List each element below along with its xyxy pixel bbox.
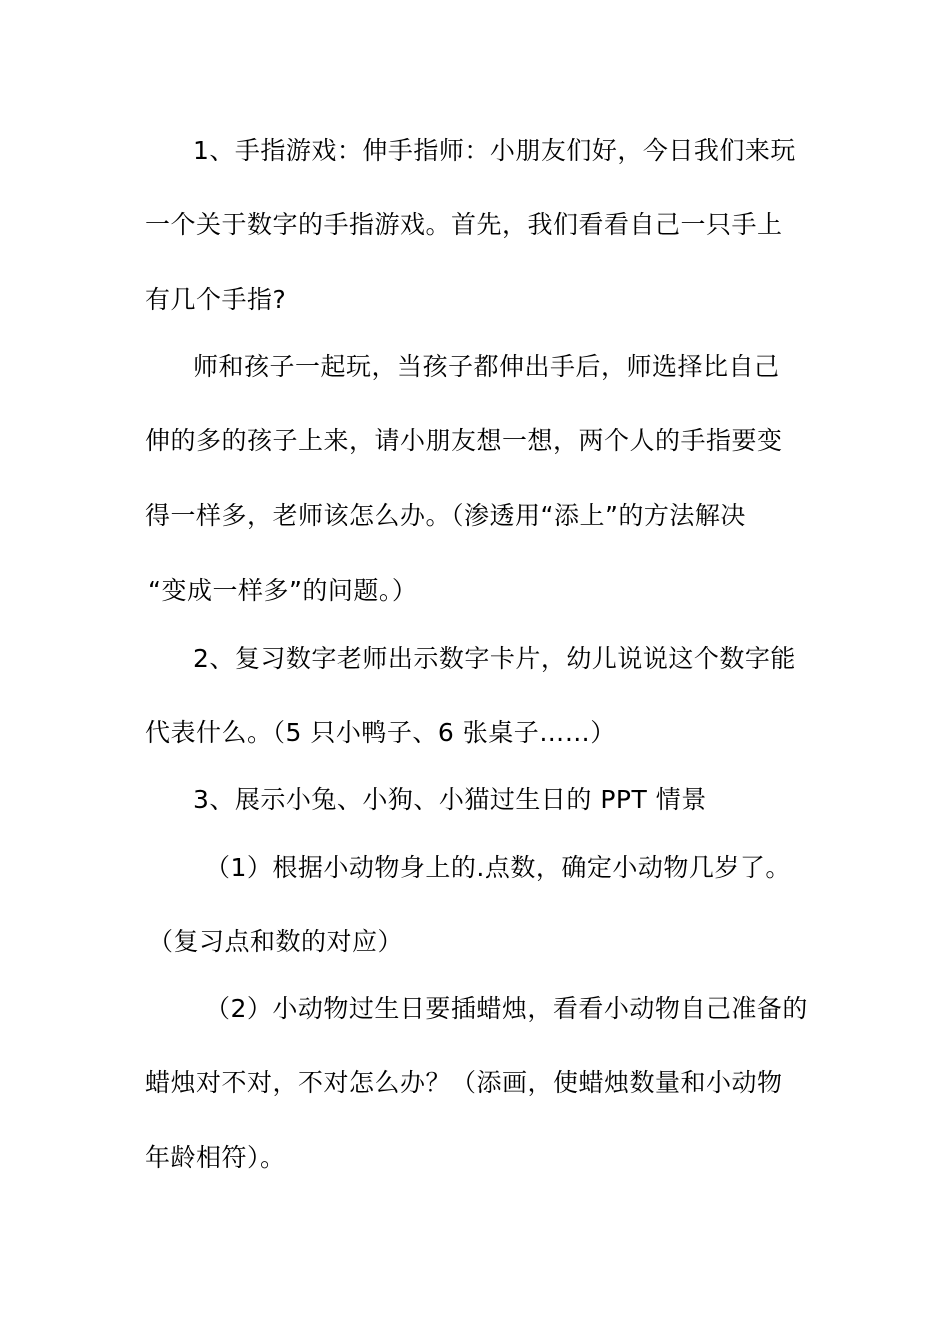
text-line: “变成一样多”的问题。） xyxy=(148,576,418,605)
text-line: 蜡烛对不对，不对怎么办？（添画，使蜡烛数量和小动物 xyxy=(145,1068,783,1097)
text-line: 伸的多的孩子上来，请小朋友想一想，两个人的手指要变 xyxy=(145,426,783,455)
text-line: （2）小动物过生日要插蜡烛，看看小动物自己准备的 xyxy=(205,994,808,1023)
text-line: 3、展示小兔、小狗、小猫过生日的 PPT 情景 xyxy=(193,785,707,814)
text-line: 代表什么。（5 只小鸭子、6 张桌子……） xyxy=(145,718,616,747)
text-line: 1、手指游戏：伸手指师：小朋友们好，今日我们来玩 xyxy=(193,136,796,165)
text-line: 师和孩子一起玩，当孩子都伸出手后，师选择比自己 xyxy=(193,352,780,381)
text-line: 有几个手指? xyxy=(145,285,287,314)
text-line: 得一样多，老师该怎么办。（渗透用“添上”的方法解决 xyxy=(145,501,746,530)
text-line: 年龄相符）。 xyxy=(145,1143,286,1172)
text-line: （复习点和数的对应） xyxy=(148,927,404,956)
text-line: （1）根据小动物身上的.点数，确定小动物几岁了。 xyxy=(205,853,791,882)
text-line: 2、复习数字老师出示数字卡片，幼儿说说这个数字能 xyxy=(193,644,796,673)
text-line: 一个关于数字的手指游戏。首先，我们看看自己一只手上 xyxy=(145,210,783,239)
